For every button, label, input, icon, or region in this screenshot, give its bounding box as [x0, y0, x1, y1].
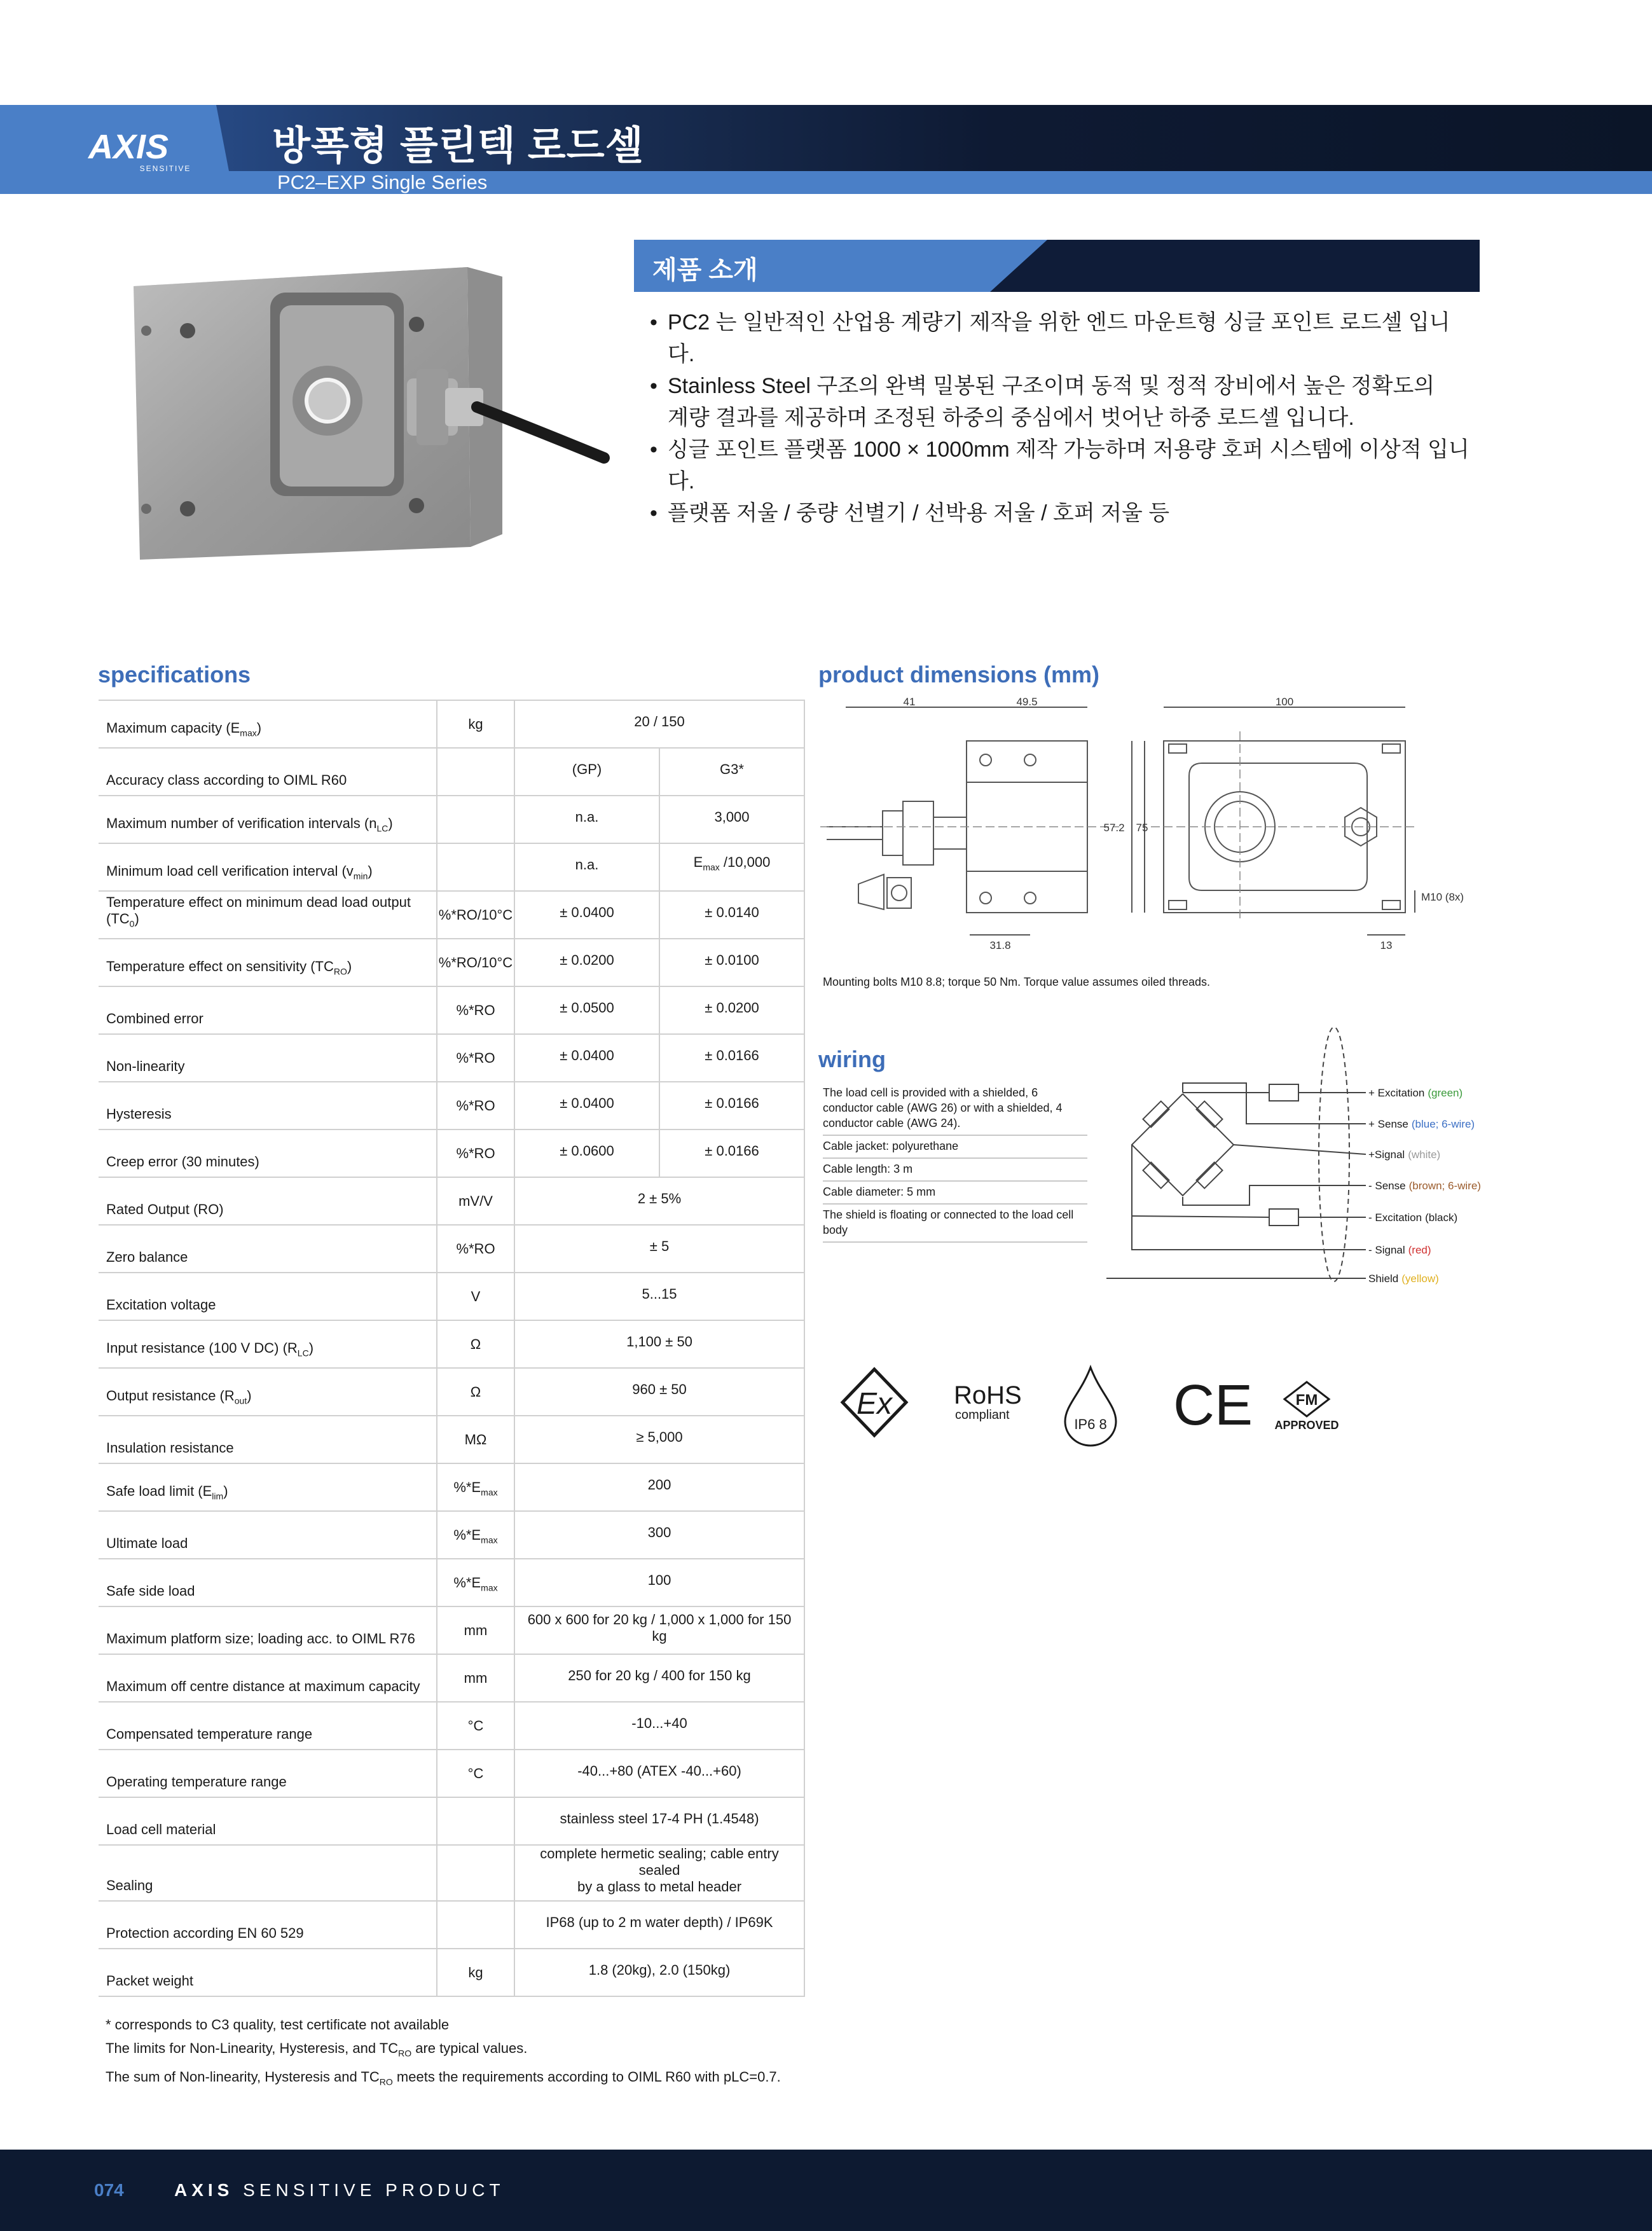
spec-row: [99, 1320, 804, 1368]
spec-row: [99, 1511, 804, 1559]
svg-text:Ex: Ex: [856, 1387, 893, 1421]
spec-row: [99, 1606, 804, 1654]
spec-value: 250 for 20 kg / 400 for 150 kg: [514, 1654, 804, 1702]
intro-bullet: • Stainless Steel 구조의 완벽 밀봉된 구조이며 동적 및 정적 장비에서 높은 정확도의: [650, 370, 1476, 402]
spec-row: [99, 1702, 804, 1750]
intro-bullet-continued: 계량 결과를 제공하며 조정된 하중의 중심에서 벗어난 하중 로드셀 입니다.: [668, 406, 1354, 430]
wiring-diagram: [1106, 1027, 1501, 1294]
spec-unit: mm: [437, 1654, 514, 1702]
spec-row: [99, 796, 804, 843]
spec-unit: [437, 796, 514, 843]
spec-value-g3: ± 0.0166: [659, 1082, 804, 1129]
spec-value-g3: $E_{max}$ /10,000: [659, 843, 804, 891]
spec-value: ± 5: [514, 1225, 804, 1273]
fm-approved-icon: [1274, 1382, 1339, 1432]
svg-text:41: 41: [903, 696, 916, 708]
intro-bullet: • 싱글 포인트 플랫폼 1000 × 1000mm 제작 가능하며 저용량 호퍼 시스템에 이상적 입니다.: [650, 434, 1476, 497]
spec-row: [99, 1034, 804, 1082]
spec-row: [99, 1901, 804, 1949]
spec-value-gp: ± 0.0400: [514, 1082, 659, 1129]
spec-value: 20 / 150: [514, 700, 804, 748]
spec-unit: °C: [437, 1702, 514, 1750]
footnote: The limits for Non-Linearity, Hysteresis, and $TC_{RO}$ are typical values.: [106, 2040, 528, 2059]
spec-row: [99, 1654, 804, 1702]
intro-header-bar: [634, 240, 1480, 292]
spec-parameter: Output resistance $(R_{out})$: [99, 1368, 437, 1416]
spec-row: [99, 1082, 804, 1129]
spec-parameter: Maximum number of verification intervals $(n_{LC})$: [99, 796, 437, 843]
mounting-note: Mounting bolts M10 8.8; torque 50 Nm. Torque value assumes oiled threads.: [823, 976, 1211, 988]
page-subtitle: PC2–EXP Single Series: [277, 171, 488, 193]
spec-unit: kg: [437, 700, 514, 748]
spec-unit: %*RO: [437, 1034, 514, 1082]
spec-unit: %*RO: [437, 1225, 514, 1273]
svg-text:75: 75: [1136, 822, 1148, 834]
spec-unit: °C: [437, 1750, 514, 1797]
spec-unit: $\%*E_{max}$: [437, 1511, 514, 1559]
page-title: 방폭형 플린텍 로드셀: [272, 124, 644, 168]
spec-parameter: Maximum capacity $(E_{max})$: [99, 700, 437, 748]
certification-icons: [839, 1364, 1399, 1447]
spec-parameter: Safe side load: [99, 1559, 437, 1606]
spec-value-gp: n.a.: [514, 796, 659, 843]
spec-value-gp: ± 0.0400: [514, 1034, 659, 1082]
spec-parameter: Temperature effect on minimum dead load output $(TC_0)$: [99, 891, 437, 939]
spec-unit: %*RO: [437, 986, 514, 1034]
svg-text:100: 100: [1275, 696, 1294, 708]
spec-row: [99, 843, 804, 891]
spec-value: -40...+80 (ATEX -40...+60): [514, 1750, 804, 1797]
wiring-row: Cable length: 3 m: [823, 1159, 1087, 1182]
spec-value-g3: ± 0.0200: [659, 986, 804, 1034]
spec-value-g3: ± 0.0166: [659, 1034, 804, 1082]
spec-value: 200: [514, 1463, 804, 1511]
spec-unit: V: [437, 1273, 514, 1320]
header-subbar: [0, 171, 1652, 194]
rohs-icon: [954, 1381, 1022, 1422]
spec-row: [99, 891, 804, 939]
intro-list: [650, 307, 1476, 529]
spec-value: -10...+40: [514, 1702, 804, 1750]
ce-icon: [1173, 1374, 1253, 1437]
spec-row: [99, 700, 804, 748]
intro-title: 제품 소개: [652, 256, 758, 284]
footnote: * corresponds to C3 quality, test certificate not available: [106, 2017, 450, 2033]
spec-value: 100: [514, 1559, 804, 1606]
spec-parameter: Protection according EN 60 529: [99, 1901, 437, 1949]
spec-value-g3: G3*: [659, 748, 804, 796]
spec-value: 2 ± 5%: [514, 1177, 804, 1225]
spec-parameter: Maximum platform size; loading acc. to OIML R76: [99, 1606, 437, 1654]
spec-parameter: Input resistance (100 V DC) $(R_{LC})$: [99, 1320, 437, 1368]
spec-value: 5...15: [514, 1273, 804, 1320]
spec-parameter: Insulation resistance: [99, 1416, 437, 1463]
spec-unit: [437, 748, 514, 796]
ip68-drop-icon: [1065, 1367, 1116, 1446]
spec-parameter: Hysteresis: [99, 1082, 437, 1129]
spec-value-gp: ± 0.0600: [514, 1129, 659, 1177]
spec-parameter: Rated Output (RO): [99, 1177, 437, 1225]
page-header: [0, 105, 1652, 194]
spec-unit: Ω: [437, 1368, 514, 1416]
spec-unit: MΩ: [437, 1416, 514, 1463]
page-number: 074: [94, 2180, 124, 2200]
spec-row: [99, 1750, 804, 1797]
spec-unit: $\%*E_{max}$: [437, 1463, 514, 1511]
intro-bullet: • 플랫폼 저울 / 중량 선별기 / 선박용 저울 / 호퍼 저울 등: [650, 497, 1476, 529]
axis-logo: [71, 127, 191, 174]
spec-row: [99, 1273, 804, 1320]
spec-value: 1.8 (20kg), 2.0 (150kg): [514, 1949, 804, 1996]
dimensions-heading: product dimensions (mm): [818, 661, 1100, 687]
spec-value: stainless steel 17-4 PH (1.4548): [514, 1797, 804, 1845]
spec-parameter: Combined error: [99, 986, 437, 1034]
spec-unit: mm: [437, 1606, 514, 1654]
footnote: The sum of Non-linearity, Hysteresis and $TC_{RO}$ meets the requirements according to OIML R60 with pLC=0.7.: [106, 2069, 781, 2087]
wire-label: - Signal (red): [1368, 1244, 1431, 1256]
svg-text:CE: CE: [1173, 1374, 1253, 1437]
spec-value-g3: ± 0.0140: [659, 891, 804, 939]
spec-row: [99, 1845, 804, 1901]
spec-value: IP68 (up to 2 m water depth) / IP69K: [514, 1901, 804, 1949]
svg-text:57.2: 57.2: [1103, 822, 1125, 834]
spec-value-gp: (GP): [514, 748, 659, 796]
svg-text:FM: FM: [1295, 1392, 1318, 1409]
spec-table: [99, 700, 805, 1997]
specifications-heading: specifications: [98, 661, 251, 687]
spec-unit: kg: [437, 1949, 514, 1996]
spec-parameter: Safe load limit $(E_{lim})$: [99, 1463, 437, 1511]
spec-parameter: Zero balance: [99, 1225, 437, 1273]
svg-text:13: 13: [1380, 939, 1393, 951]
spec-value-g3: 3,000: [659, 796, 804, 843]
wiring-row: Cable diameter: 5 mm: [823, 1182, 1087, 1205]
spec-parameter: Maximum off centre distance at maximum capacity: [99, 1654, 437, 1702]
wiring-row: Cable jacket: polyurethane: [823, 1136, 1087, 1159]
spec-value: 300: [514, 1511, 804, 1559]
intro-bullet: • PC2 는 일반적인 산업용 계량기 제작을 위한 엔드 마운트형 싱글 포인트 로드셀 입니다.: [650, 307, 1476, 370]
wire-label: +Signal (white): [1368, 1149, 1441, 1161]
spec-parameter: Creep error (30 minutes): [99, 1129, 437, 1177]
svg-text:M10 (8x): M10 (8x): [1421, 891, 1464, 903]
ex-icon: [843, 1369, 906, 1435]
svg-text:APPROVED: APPROVED: [1274, 1419, 1339, 1432]
footer-brand: AXIS SENSITIVE PRODUCT: [174, 2180, 505, 2200]
wire-label: + Sense (blue; 6-wire): [1368, 1118, 1475, 1130]
spec-unit: %*RO/10°C: [437, 891, 514, 939]
spec-value: ≥ 5,000: [514, 1416, 804, 1463]
spec-parameter: Temperature effect on sensitivity $(TC_{RO})$: [99, 939, 437, 986]
spec-parameter: Packet weight: [99, 1949, 437, 1996]
wiring-row: The load cell is provided with a shielded, 6 conductor cable (AWG 26) or with a shielded, 4 conductor cable (AWG 24).: [823, 1082, 1087, 1136]
spec-value: 960 ± 50: [514, 1368, 804, 1416]
spec-unit: [437, 843, 514, 891]
wiring-row: The shield is floating or connected to the load cell body: [823, 1205, 1087, 1243]
svg-text:SENSITIVE: SENSITIVE: [139, 164, 191, 173]
spec-row: [99, 939, 804, 986]
wire-label: - Sense (brown; 6-wire): [1368, 1180, 1481, 1192]
spec-row: [99, 748, 804, 796]
wiring-heading: wiring: [818, 1046, 886, 1072]
svg-text:AXIS: AXIS: [88, 128, 169, 166]
spec-parameter: Ultimate load: [99, 1511, 437, 1559]
wire-label: Shield (yellow): [1368, 1273, 1439, 1285]
spec-unit: [437, 1797, 514, 1845]
spec-unit: [437, 1901, 514, 1949]
page-footer: [0, 2150, 1652, 2231]
spec-row: [99, 1559, 804, 1606]
spec-row: [99, 1949, 804, 1996]
spec-value-g3: ± 0.0166: [659, 1129, 804, 1177]
spec-parameter: Excitation voltage: [99, 1273, 437, 1320]
dimension-drawing: [820, 696, 1520, 954]
spec-parameter: Operating temperature range: [99, 1750, 437, 1797]
spec-row: [99, 986, 804, 1034]
spec-row: [99, 1129, 804, 1177]
svg-text:49.5: 49.5: [1016, 696, 1038, 708]
spec-row: [99, 1177, 804, 1225]
wire-label: - Excitation (black): [1368, 1212, 1458, 1224]
spec-unit: Ω: [437, 1320, 514, 1368]
spec-row: [99, 1463, 804, 1511]
spec-parameter: Compensated temperature range: [99, 1702, 437, 1750]
product-photo: [127, 254, 630, 585]
svg-text:RoHS: RoHS: [954, 1381, 1022, 1409]
spec-unit: %*RO: [437, 1129, 514, 1177]
wiring-info: [823, 1082, 1087, 1243]
spec-value-gp: ± 0.0400: [514, 891, 659, 939]
spec-unit: mV/V: [437, 1177, 514, 1225]
spec-row: [99, 1797, 804, 1845]
spec-value-gp: ± 0.0200: [514, 939, 659, 986]
header-bar: [0, 105, 1652, 171]
spec-unit: [437, 1845, 514, 1901]
svg-text:IP6 8: IP6 8: [1074, 1416, 1107, 1432]
spec-value: complete hermetic sealing; cable entry sealed by a glass to metal header: [514, 1845, 804, 1901]
spec-value-g3: ± 0.0100: [659, 939, 804, 986]
svg-text:compliant: compliant: [955, 1408, 1010, 1422]
spec-parameter: Sealing: [99, 1845, 437, 1901]
spec-parameter: Load cell material: [99, 1797, 437, 1845]
spec-row: [99, 1416, 804, 1463]
spec-parameter: Accuracy class according to OIML R60: [99, 748, 437, 796]
footnotes: [106, 2013, 781, 2094]
spec-row: [99, 1368, 804, 1416]
spec-value-gp: ± 0.0500: [514, 986, 659, 1034]
spec-value: 600 x 600 for 20 kg / 1,000 x 1,000 for 150 kg: [514, 1606, 804, 1654]
spec-parameter: Non-linearity: [99, 1034, 437, 1082]
wire-label: + Excitation (green): [1368, 1087, 1463, 1099]
spec-row: [99, 1225, 804, 1273]
spec-value: 1,100 ± 50: [514, 1320, 804, 1368]
svg-text:31.8: 31.8: [989, 939, 1011, 951]
spec-parameter: Minimum load cell verification interval $(v_{min})$: [99, 843, 437, 891]
spec-unit: %*RO: [437, 1082, 514, 1129]
spec-unit: $\%*E_{max}$: [437, 1559, 514, 1606]
spec-value-gp: n.a.: [514, 843, 659, 891]
spec-unit: %*RO/10°C: [437, 939, 514, 986]
